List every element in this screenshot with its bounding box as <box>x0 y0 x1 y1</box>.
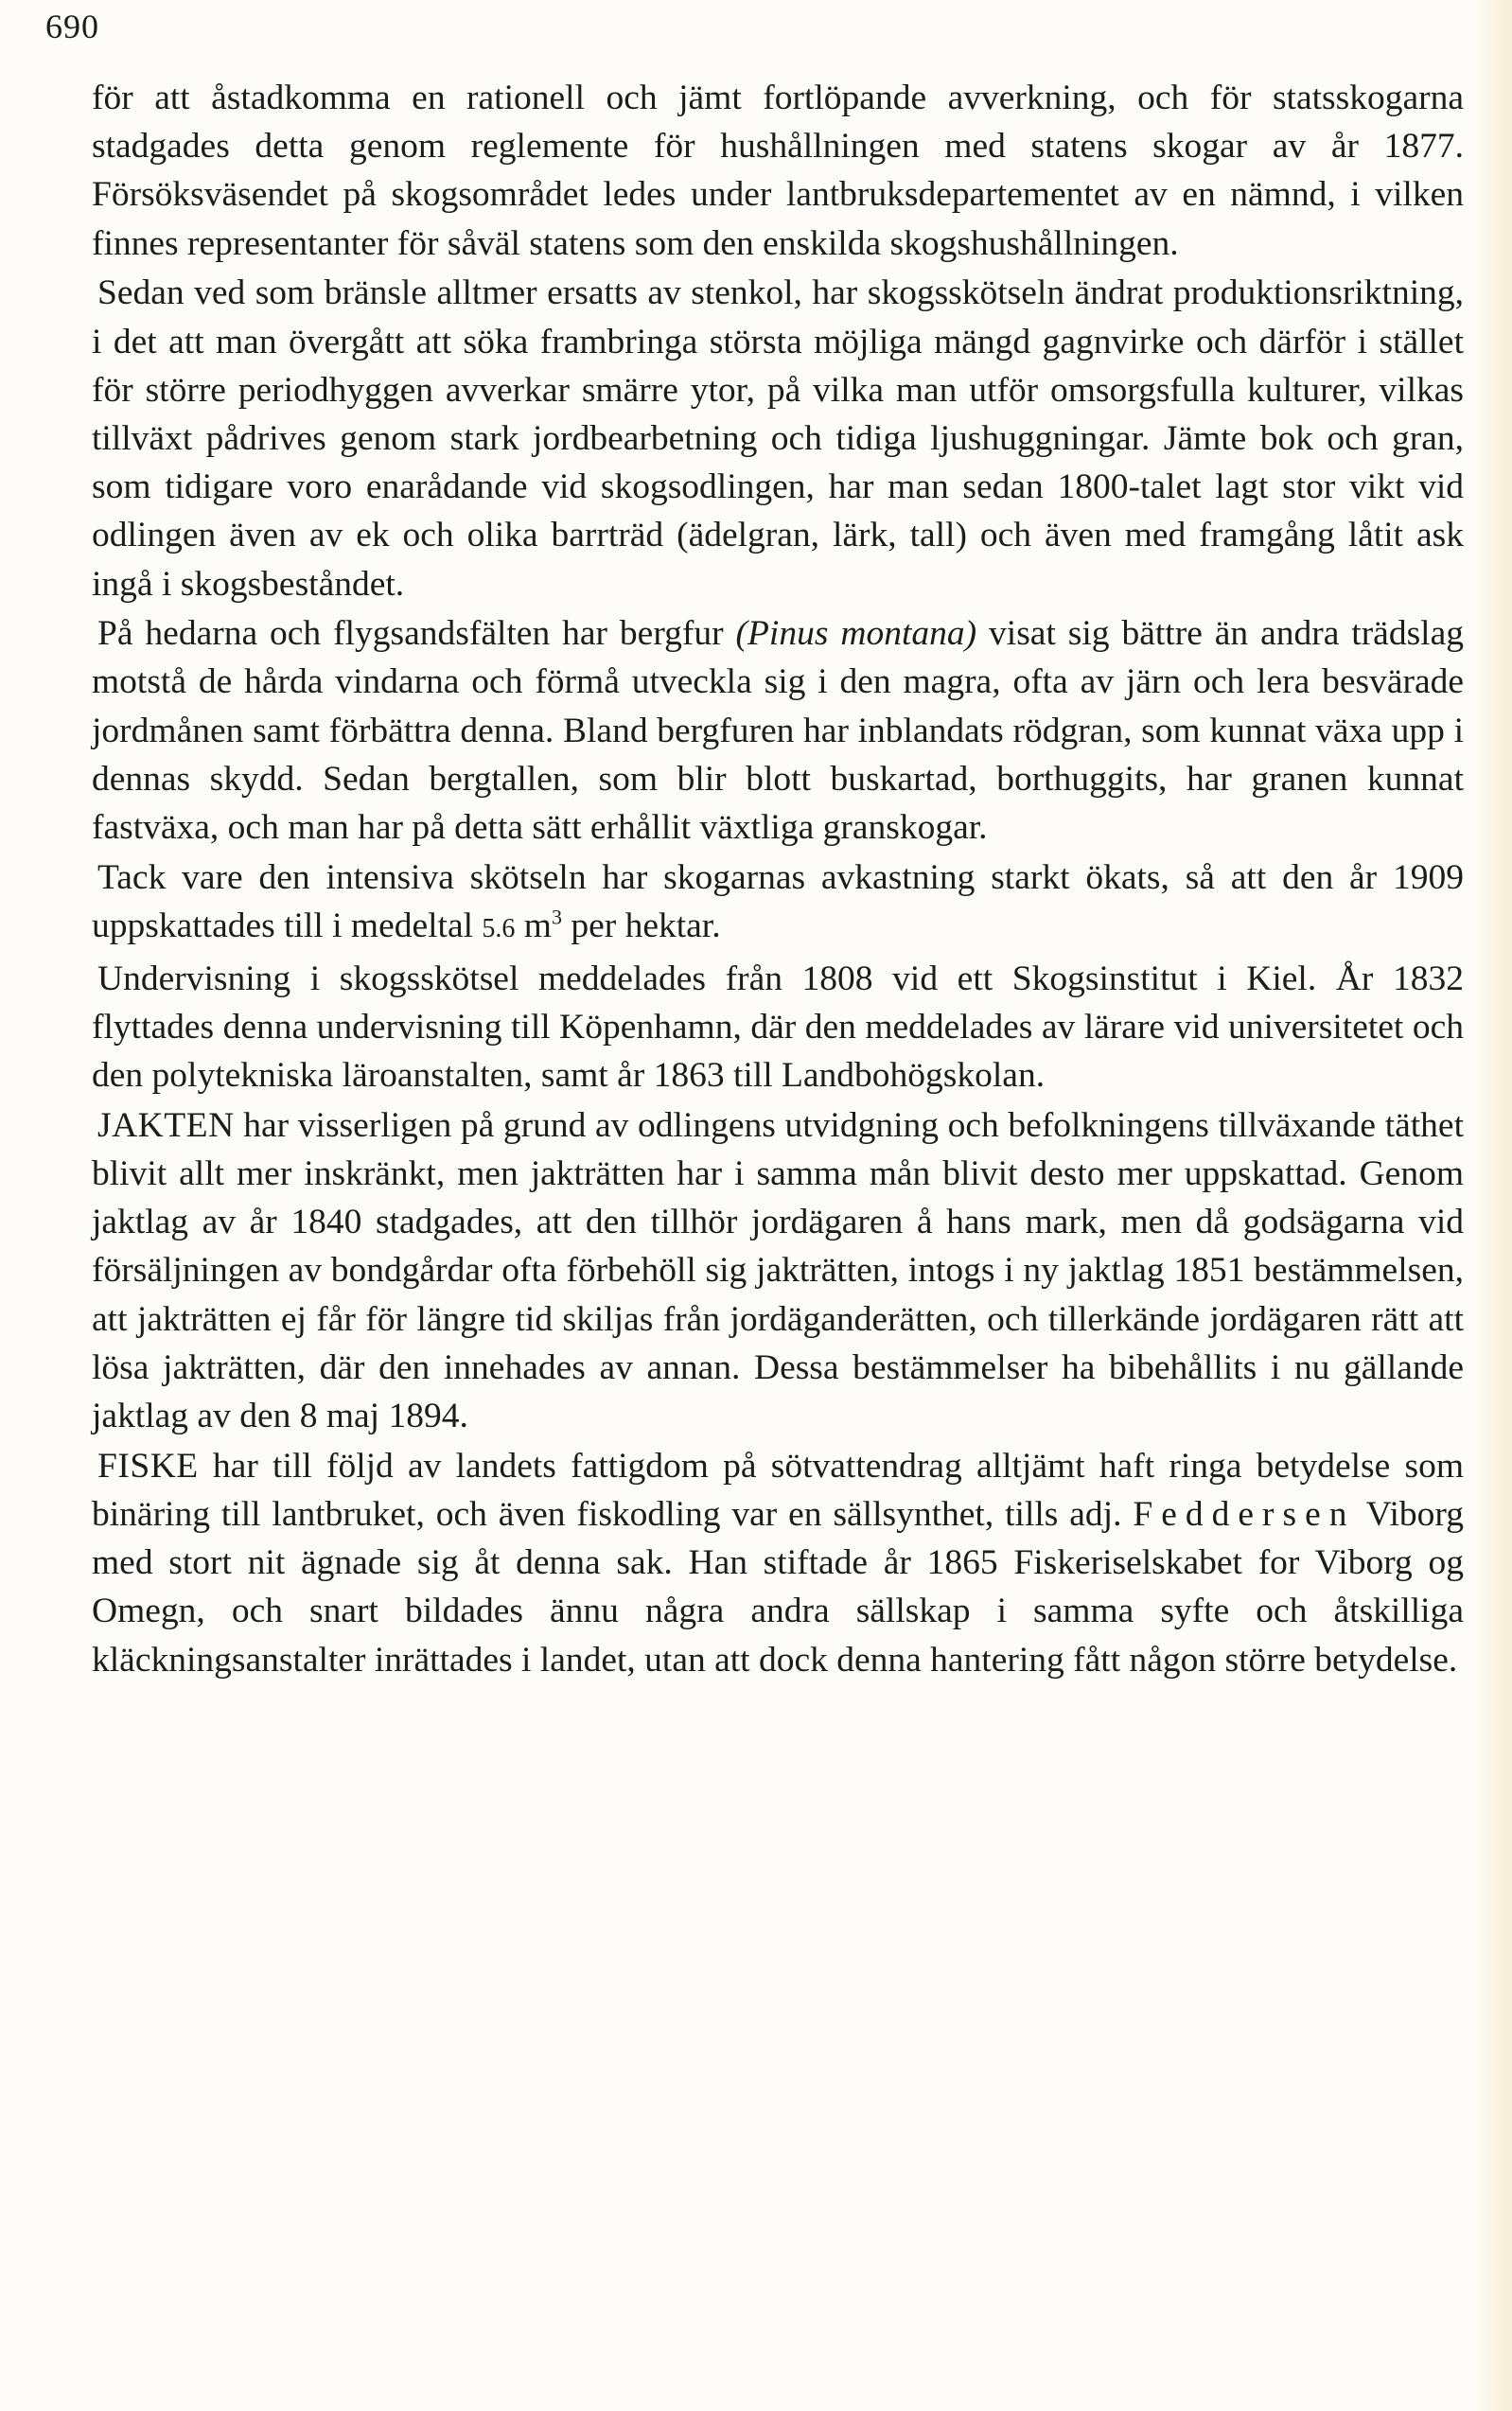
paragraph-fishing-text-start: har till följd av landets fattigdom på sötvattendrag alltjämt haft ringa betydelse som binäring till lantbruket, och även fiskodling var en sällsynthet, tills adj. <box>92 1446 1464 1534</box>
person-name-feddersen: Feddersen <box>1133 1494 1356 1534</box>
yield-value: 5.6 <box>482 913 516 943</box>
paragraph-fishing-text-end: Viborg med stort nit ägnade sig åt denna sak. Han stiftade år 1865 Fiskeriselskabet for Viborg og Omegn, och snart bildades ännu några andra sällskap i samma syfte och åtskilliga kläckningsanstalter inrättades i landet, utan att dock denna hantering fått någon större betydelse. <box>92 1494 1464 1680</box>
paragraph-heathland-text-start: På hedarna och flygsandsfälten har bergfur <box>97 614 736 654</box>
section-lead-jakten: JAKTEN <box>97 1105 235 1145</box>
paragraph-heathland-text-end: visat sig bättre än andra trädslag motstå de hårda vindarna och förmå utveckla sig i den magra, ofta av järn och lera besvärade jordmånen samt förbättra denna. Bland bergfuren har inblandats rödgran, som kunnat växa upp i dennas skydd. Sedan bergtallen, som blir blott buskartad, borthuggits, har granen kunnat fastväxa, och man har på detta sätt erhållit växtliga granskogar. <box>92 614 1464 848</box>
yield-unit: m <box>523 906 552 945</box>
paragraph-yield-text-end: per hektar. <box>561 906 721 945</box>
paragraph-yield-text-start: Tack vare den intensiva skötseln har skogarnas avkastning starkt ökats, så att den år 1909 uppskattades till i medeltal <box>92 857 1464 945</box>
paragraph-fishing <box>92 1442 1464 1684</box>
section-lead-fiske: FISKE <box>97 1446 199 1486</box>
body-text <box>92 74 1464 1684</box>
paragraph-forestry-administration: för att åstadkomma en rationell och jämt fortlöpande avverkning, och för statsskogarna stadgades detta genom reglemente för hushållningen med statens skogar av år 1877. Försöksväsendet på skogsområdet ledes under lantbruksdepartementet av en nämnd, i vilken finnes representanter för såväl statens som den enskilda skogshushållningen. <box>92 79 1464 263</box>
paragraph-heathland-pine <box>92 609 1464 852</box>
latin-name-pinus-montana: (Pinus montana) <box>735 614 977 654</box>
paragraph-hunting-text: har visserligen på grund av odlingens utvidgning och befolkningens tillväxande täthet blivit allt mer inskränkt, men jakträtten har i samma mån blivit desto mer uppskattad. Genom jaktlag av år 1840 stadgades, att den tillhör jordägaren å hans mark, men då godsägarna vid försäljningen av bondgårdar ofta förbehöll sig jakträtten, intogs i ny jaktlag 1851 bestämmelsen, att jakträtten ej får för längre tid skiljas från jordäganderätten, och tillerkände jordägaren rätt att lösa jakträtten, där den innehades av annan. Dessa bestämmelser ha bibehållits i nu gällande jaktlag av den 8 maj 1894. <box>92 1105 1464 1435</box>
paragraph-hunting <box>92 1101 1464 1440</box>
yield-unit-exponent: 3 <box>551 905 562 929</box>
page-edge-shading <box>1474 0 1512 2411</box>
paragraph-forestry-education: Undervisning i skogsskötsel meddelades från 1808 vid ett Skogsinstitut i Kiel. År 1832 flyttades denna undervisning till Köpenhamn, där den meddelades av lärare vid universitetet och den polytekniska läroanstalten, samt år 1863 till Landbohögskolan. <box>92 959 1464 1096</box>
paragraph-forest-yield <box>92 854 1464 953</box>
paragraph-forestry-methods: Sedan ved som bränsle alltmer ersatts av stenkol, har skogsskötseln ändrat produktionsriktning, i det att man övergått att söka frambringa största möjliga mängd gagnvirke och därför i stället för större periodhyggen avverkar smärre ytor, på vilka man utför omsorgsfulla kulturer, vilkas tillväxt pådrives genom stark jordbearbetning och tidiga ljushuggningar. Jämte bok och gran, som tidigare voro enarådande vid skogsodlingen, har man sedan 1800-talet lagt stor vikt vid odlingen även av ek och olika barrträd (ädelgran, lärk, tall) och även med framgång låtit ask ingå i skogsbeståndet. <box>92 273 1464 604</box>
page-number: 690 <box>45 8 99 45</box>
